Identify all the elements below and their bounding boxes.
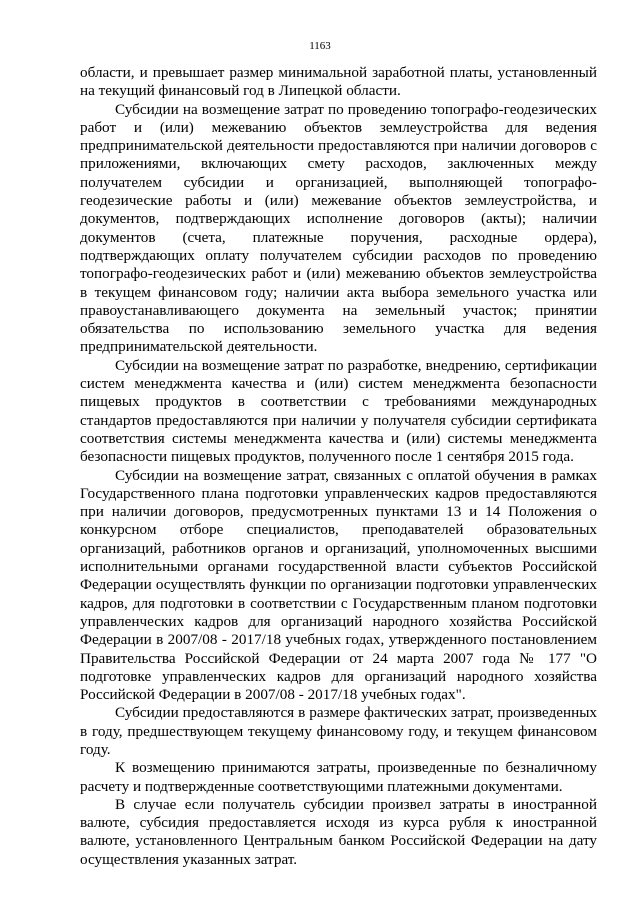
paragraph-training-subsidy: Субсидии на возмещение затрат, связанных с оплатой обучения в рамках Государственного плана подготовки управленческих кадров предоставляются при наличии договоров, предусмотренных пунктами 13 и 14 Положения о конкурсном отборе специалистов, преподавателей образовательных организаций, работников органов и организаций, уполномоченных высшими исполнительными органами государственной власти субъектов Российской Федерации осуществлять функции по организации подготовки управленческих кадров, для подготовки в соответствии с Государственным планом подготовки управленческих кадров для организаций народного хозяйства Российской Федерации в 2007/08 - 2017/18 учебных годах, утвержденного постановлением Правительства Российской Федерации от 24 марта 2007 года № 177 "О подготовке управленческих кадров для организаций народного хозяйства Российской Федерации в 2007/08 - 2017/18 учебных годах". — [80, 466, 597, 704]
paragraph-quality-management-subsidy: Субсидии на возмещение затрат по разработке, внедрению, сертификации систем менеджмента качества и (или) систем менеджмента безопасности пищевых продуктов в соответствии с требованиями международных стандартов предоставляются при наличии у получателя субсидии сертификата соответствия системы менеджмента качества и (или) системы менеджмента безопасности пищевых продуктов, полученного после 1 сентября 2015 года. — [80, 356, 597, 466]
paragraph-continuation: области, и превышает размер минимальной заработной платы, установленный на текущий финансовый год в Липецкой области. — [80, 64, 597, 100]
paragraph-subsidy-amount: Субсидии предоставляются в размере фактических затрат, произведенных в году, предшествующем текущему финансовому году, и текущем финансовом году. — [80, 704, 597, 758]
page-number: 1163 — [309, 40, 331, 52]
paragraph-foreign-currency: В случае если получатель субсидии произвел затраты в иностранной валюте, субсидия предоставляется исходя из курса рубля к иностранной валюте, установленного Центральным банком Российской Федерации на дату осуществления указанных затрат. — [80, 795, 597, 868]
paragraph-cashless-expenses: К возмещению принимаются затраты, произведенные по безналичному расчету и подтвержденные соответствующими платежными документами. — [80, 759, 597, 795]
body-text — [80, 64, 597, 869]
paragraph-topographic-subsidy: Субсидии на возмещение затрат по проведению топографо-геодезических работ и (или) межеванию объектов землеустройства для ведения предпринимательской деятельности предоставляются при наличии договоров с приложениями, включающих смету расходов, заключенных между получателем субсидии и организацией, выполняющей топографо-геодезические работы и (или) межевание объектов землеустройства, и документов, подтверждающих исполнение договоров (акты); наличии документов (счета, платежные поручения, расходные ордера), подтверждающих оплату получателем субсидии расходов по проведению топографо-геодезических работ и (или) межеванию объектов землеустройства в текущем финансовом году; наличии акта выбора земельного участка или правоустанавливающего документа на земельный участок; принятии обязательства по использованию земельного участка для ведения предпринимательской деятельности. — [80, 100, 597, 356]
